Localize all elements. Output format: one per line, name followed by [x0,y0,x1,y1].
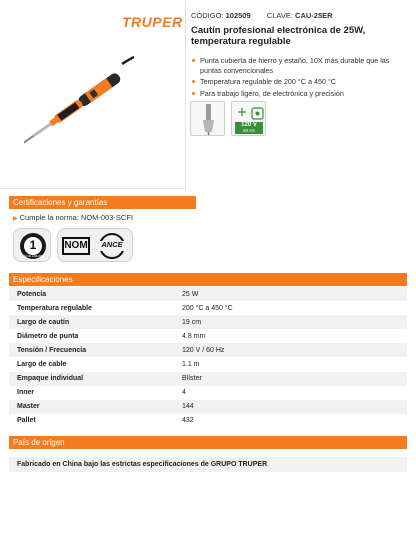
warranty-badge [13,228,51,262]
spec-key: Pallet [9,414,174,428]
codigo-value: 102509 [225,11,251,20]
spec-row [9,287,407,301]
spec-key: Empaque individual [9,372,174,386]
spec-value: 4 [174,386,407,400]
spec-value: 19 cm [174,315,407,329]
spec-key: Master [9,400,174,414]
nom-mark: NOM [62,237,90,255]
spec-row [9,400,407,414]
specs-table [9,287,407,428]
spec-value: 1.1 m [174,357,407,371]
ance-mark: ANCE [101,240,123,249]
voltage-label: 120 V [241,122,257,128]
product-image-card [0,0,186,189]
nom-ance-badge [57,228,133,262]
norm-text: Cumple la norma: NOM-003-SCFI [19,213,133,222]
spec-value: 200 °C a 450 °C [174,301,407,315]
frequency-label: 60 Hz [243,128,255,133]
bullet-triangle-icon: ▶ [13,216,18,222]
spec-row [9,386,407,400]
spec-key: Largo de cautín [9,315,174,329]
certifications-header: Certificaciones y garantías [9,196,196,209]
specs-header: Especificaciones [9,273,407,286]
spec-row [9,343,407,357]
feature-item: Punta cubierta de hierro y estaño, 10X más durable que las puntas convencionales [191,56,411,75]
feature-list [191,56,411,98]
codigo-label: CÓDIGO: [191,11,224,20]
warranty-text: AÑO DE GARANTÍA [21,255,45,258]
spec-value: 4.8 mm [174,329,407,343]
origin-header: País de origen [9,436,407,449]
origin-text: Fabricado en China bajo las estrictas especificaciones de GRUPO TRUPER [9,457,407,472]
spec-row [9,329,407,343]
spec-value: 432 [174,414,407,428]
spec-row [9,372,407,386]
spec-key: Largo de cable [9,357,174,371]
thumbnail-voltage[interactable] [231,101,266,136]
clave-value: CAU-25ER [295,11,333,20]
thumbnail-strip [190,101,266,136]
soldering-iron-image [24,56,134,156]
feature-item: Para trabajo ligero, de electrónica y precisión [191,89,411,99]
spec-key: Diámetro de punta [9,329,174,343]
warranty-years: 1 [29,238,37,252]
spec-key: Temperatura regulable [9,301,174,315]
spec-key: Potencia [9,287,174,301]
product-title: Cautín profesional electrónica de 25W, temperatura regulable [191,25,366,47]
spec-row [9,315,407,329]
spec-row [9,357,407,371]
thumbnail-tip[interactable] [190,101,225,136]
spec-value: 144 [174,400,407,414]
spec-value: Blíster [174,372,407,386]
spec-row [9,301,407,315]
feature-item: Temperatura regulable de 200 °C a 450 °C [191,77,411,87]
spec-row [9,414,407,428]
spec-key: Inner [9,386,174,400]
soldering-tip-icon [191,102,225,136]
product-info [191,11,411,100]
spec-value: 120 V / 60 Hz [174,343,407,357]
spec-value: 25 W [174,287,407,301]
norm-line [13,213,133,222]
clave-label: CLAVE: [266,11,293,20]
product-codes [191,11,411,20]
truper-logo: TRUPER [122,14,183,30]
spec-key: Tensión / Frecuencia [9,343,174,357]
